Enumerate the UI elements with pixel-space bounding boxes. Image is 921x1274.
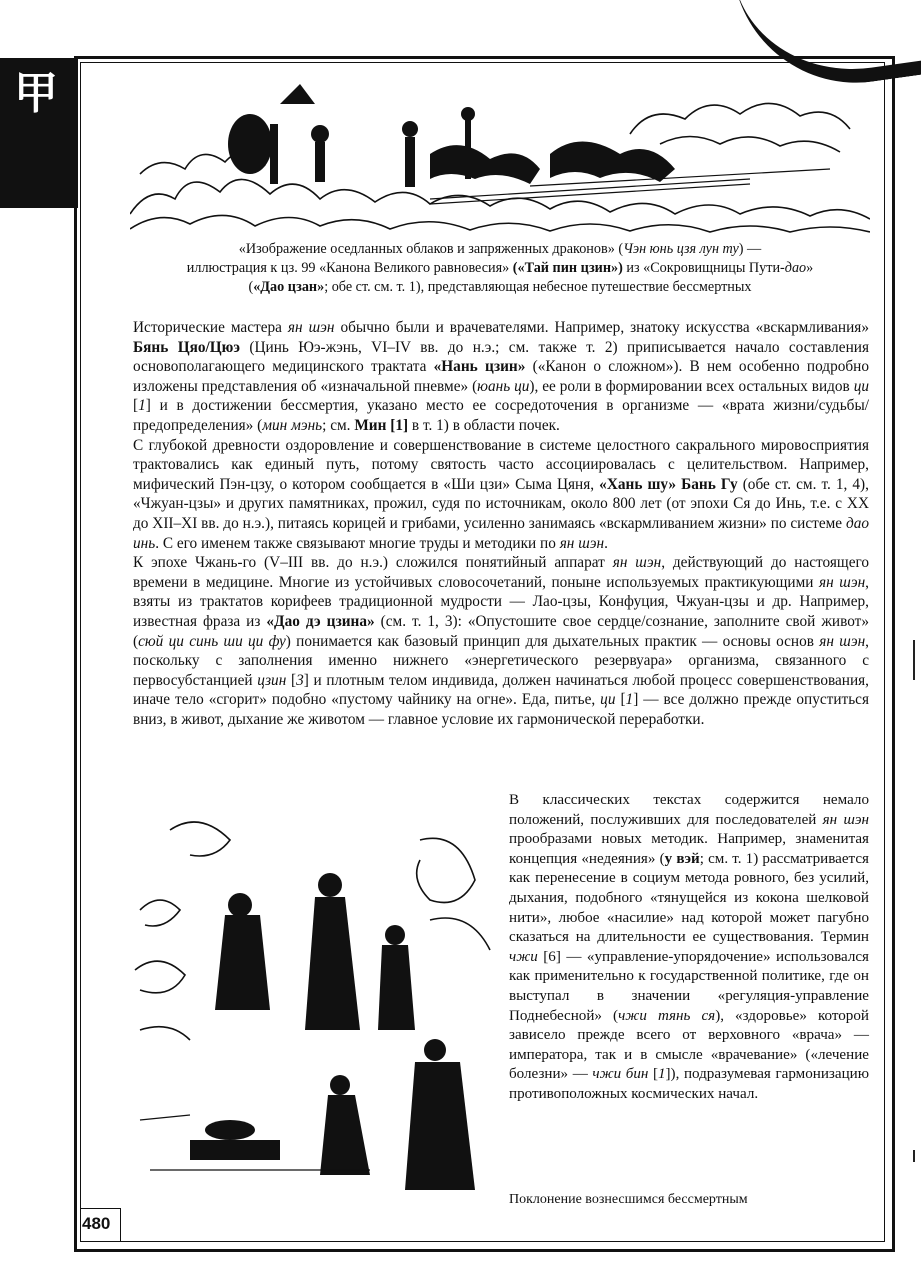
paragraph: Исторические мастера ян шэн обычно были и врачевателями. Например, знатоку искусства «вскармливания» Бянь Цяо/Цюэ (Цинь Юэ-жэнь, VI–IV вв. до н.э.; см. также т. 2) приписывается начало составления основополагающего медицинского трактата «Нань цзин» («Канон о сложном»). В нем особенно подробно изложены представления об «изначальной пневме» (юань ци), ее роли в формировании всех остальных видов ци [1] и в достижении бессмертия, указано место ее сосредоточения в организме — «врата жизни/судьбы/предопределения» (мин мэнь; см. Мин [1] в т. 1) в области почек. [133, 319, 870, 434]
page-number: 480 [82, 1214, 111, 1233]
paragraph: К эпохе Чжань-го (V–III вв. до н.э.) сложился понятийный аппарат ян шэн, действующий до настоящего времени в медицине. Многие из устойчивых словосочетаний, поныне используемых практикующими ян шэн, взяты из трактатов корифеев традиционной мудрости — Лао-цзы, Конфуция, Чжуан-цзы и др. Например, известная фраза из «Дао дэ цзина» (см. т. 1, 3): «Опустошите свое сердце/сознание, заполните свой живот» (сюй ци синь ши ци фу) понимается как базовый принцип для дыхательных практик — основы основ ян шэн, поскольку с заполнения именно нижнего «энергетического резервуара» организма, связанного с первосубстанцией цзин [3] и плотным телом индивида, должен начинаться любой процесс совершенствования, иначе тело «сгорит» подобно «пустому чайнику на огне». Еда, питье, ци [1] — все должно прежде опуститься вниз, в живот, дыхание же животом — главное условие их гармонической переработки. [133, 554, 870, 728]
margin-mark [913, 640, 915, 680]
section-glyph: 甲 [14, 68, 58, 119]
bottom-figure-caption: Поклонение вознесшимся бессмертным [509, 1192, 748, 1207]
paragraph: В классических текстах содержится немало положений, послуживших для последователей ян шэн прообразами новых методик. Например, знаменитая концепция «недеяния» (у вэй; см. т. 1) рассматривается как перенесение в социум метода ровного, без усилий, дыхания, подобного «тянущейся из кокона шелковой нити», любое «насилие» над которой может пагубно сказаться на длительности ее существования. Термин чжи [6] — «управление-упорядочение» использовался как применительно к государственной политике, где он выступал в значении «регуляция-управление Поднебесной» (чжи тянь ся), «здоровье» которой зависело прежде всего от верховного «врача» — императора, так и в смысле «врачевание» («лечение болезни» — чжи бин [1]), подразумевая гармонизацию противоположных космических начал. [509, 792, 870, 1102]
main-text [133, 318, 869, 729]
top-figure-caption: «Изображение оседланных облаков и запряженных драконов» (Чэн юнь цзя лун ту) — иллюстрация к цз. 99 «Канона Великого равновесия» («Тай пин цзин») из «Сокровищницы Пути-дао» («Дао цзан»; обе ст. см. т. 1), представляющая небесное путешествие бессмертных [186, 241, 814, 295]
bottom-illustration [130, 800, 500, 1200]
right-column-text [509, 791, 869, 1105]
section-band [0, 58, 78, 208]
margin-mark [913, 1150, 915, 1162]
top-illustration [130, 74, 870, 234]
paragraph: С глубокой древности оздоровление и совершенствование в системе целостного сакрального мировосприятия трактовались как единый путь, потому святость часто ассоциировалась с целительством. Например, мифический Пэн-цзу, о котором сообщается в «Ши цзи» Сыма Цяня, «Хань шу» Бань Гу (обе ст. см. т. 1, 4), «Чжуан-цзы» и других памятниках, прожил, судя по источникам, около 800 лет (от эпохи Ся до Инь, т.е. с XX до XII–XI вв. до н.э.), питаясь корицей и грибами, усиленно занимаясь «вскармливанием жизни» по системе дао инь. С его именем также связывают многие труды и методики по ян шэн. [133, 436, 869, 552]
